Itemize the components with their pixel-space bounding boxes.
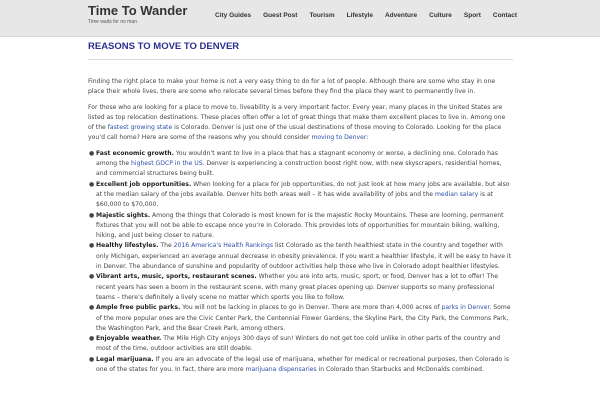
intro-text: For those who are looking for a place to move to, liveability is a very important factor. Every year, many places in the United States are listed as top relocation destinations. These places often offer a lot of great things that make them excellent places to live in. Among one of the xyxy=(88,103,506,132)
reason-text: You will not be lacking in places to go in Denver. There are more than 4,000 acres of xyxy=(180,304,442,312)
reason-link[interactable]: parks in Denver xyxy=(441,304,490,312)
reason-title: Vibrant arts, music, sports, restaurant scenes. xyxy=(96,273,257,281)
intro-text: is Colorado. Denver is just one of the usual destinations of those moving to Colorado. Looking for the place you’d call home? Here are some of the reasons why you should consider xyxy=(88,124,502,142)
main-nav xyxy=(215,12,529,19)
site-title[interactable]: Time To Wander xyxy=(88,3,188,18)
site-tagline: Time waits for no man xyxy=(88,19,137,25)
nav-guest-post[interactable]: Guest Post xyxy=(263,12,298,19)
reason-title: Ample free public parks. xyxy=(96,304,181,312)
bullet-icon: ● xyxy=(89,149,95,157)
fastest-growing-state-link[interactable]: fastest growing state xyxy=(107,124,173,132)
reason-text: The Mile High City enjoys 300 days of sun! Winters do not get too cold unlike in other parts of the country and most of the time, outdoor activities are still doable. xyxy=(96,335,501,353)
list-item xyxy=(89,334,513,355)
reason-title: Majestic sights. xyxy=(96,211,151,219)
bullet-icon: ● xyxy=(89,180,95,188)
reason-link[interactable]: marijuana dispensaries xyxy=(245,366,317,374)
bullet-icon: ● xyxy=(89,242,95,250)
reason-text: Whether you are into arts, music, sport, or food, Denver has a lot to offer! The recent years has seen a boom in the restaurant scene, with many great places opening up. Denver supports so many professional teams – there’s definitely a lively scene no matter which sports you like to follow. xyxy=(96,273,499,301)
list-item xyxy=(89,149,513,180)
nav-lifestyle[interactable]: Lifestyle xyxy=(346,12,373,19)
reason-title: Healthy lifestyles. xyxy=(96,242,159,250)
reason-link[interactable]: highest GDCP in the US xyxy=(131,160,203,168)
reason-text: You wouldn’t want to live in a place that has a stagnant economy or worse, a declining one. Colorado has among the xyxy=(96,149,498,168)
reason-text: is at $60,000 to $70,000. xyxy=(96,190,494,209)
list-item xyxy=(89,180,513,211)
reason-text: . Some of the more popular ones are the Civic Center Park, the Centennial Flower Gardens, the Skyline Park, the City Park, the Commons Park, the Washington Park, and the Bear Creek Park, among others. xyxy=(96,304,511,332)
site-branding xyxy=(88,3,187,25)
site-header xyxy=(0,0,600,37)
nav-sport[interactable]: Sport xyxy=(463,12,481,19)
moving-to-denver-link[interactable]: moving to Denver xyxy=(311,134,367,142)
intro-text: : xyxy=(366,134,369,142)
list-item xyxy=(89,211,513,242)
reason-text: If you are an advocate of the legal use of marijuana, whether for medical or recreational purposes, then Colorado is one of the states for you. In fact, there are more xyxy=(96,355,510,374)
reason-text: Among the things that Colorado is most known for is the majestic Rocky Mountains. These are looming, permanent fixtures that you will not be able to escape once you’re in Colorado. This provides lots of opportunities for mountain biking, walking, hiking, and just being closer to nature. xyxy=(96,211,504,240)
list-item xyxy=(89,241,513,272)
article-header xyxy=(88,41,513,60)
reasons-list xyxy=(88,149,513,376)
bullet-icon: ● xyxy=(89,304,95,312)
reason-text: list Colorado as the tenth healthiest state in the country and together with only Michigan, experienced an average annual decrease in obesity prevalence. If you want a healthier lifestyle, it will be easy to have it in Denver. The abundance of sunshine and popularity of outdoor activities help those who live in Colorado adopt healthier lifestyles. xyxy=(96,242,511,271)
reason-title: Excellent job opportunities. xyxy=(96,180,192,188)
intro-paragraph-2 xyxy=(88,103,513,144)
reason-title: Fast economic growth. xyxy=(96,149,174,157)
reason-text: The xyxy=(158,242,174,250)
nav-culture[interactable]: Culture xyxy=(429,12,452,19)
bullet-icon: ● xyxy=(89,355,95,363)
bullet-icon: ● xyxy=(89,273,95,281)
reason-title: Legal marijuana. xyxy=(96,355,154,363)
intro-paragraph-1: Finding the right place to make your home is not a very easy thing to do for a lot of people. Although there are some who stay in one place their whole lives, there are some who relocate several times before they find the place they want to permanently live in. xyxy=(88,78,496,96)
nav-contact[interactable]: Contact xyxy=(492,12,518,19)
nav-city-guides[interactable]: City Guides xyxy=(215,12,252,19)
reason-link[interactable]: median salary xyxy=(434,190,479,198)
list-item xyxy=(89,303,513,334)
list-item xyxy=(89,355,513,376)
title-divider xyxy=(88,59,513,60)
list-item xyxy=(89,272,513,303)
reason-link[interactable]: 2016 America’s Health Rankings xyxy=(173,242,274,250)
reason-title: Enjoyable weather. xyxy=(96,335,162,343)
bullet-icon: ● xyxy=(89,335,95,343)
reason-text: . Denver is experiencing a construction boost right now, with new skyscrapers, residential homes, and commercial structures being built. xyxy=(96,160,502,178)
bullet-icon: ● xyxy=(89,211,95,219)
article-body xyxy=(88,77,513,375)
page-title: REASONS TO MOVE TO DENVER xyxy=(88,41,240,52)
reason-text: When looking for a place for job opportunities, do not just look at how many jobs are available, but also at the median salary of the jobs available. Denver hits both areas well – it has wide availability of jobs and the xyxy=(96,180,510,198)
nav-tourism[interactable]: Tourism xyxy=(309,12,335,19)
nav-adventure[interactable]: Adventure xyxy=(384,12,418,19)
reason-text: in Colorado than Starbucks and McDonalds combined. xyxy=(316,366,484,374)
